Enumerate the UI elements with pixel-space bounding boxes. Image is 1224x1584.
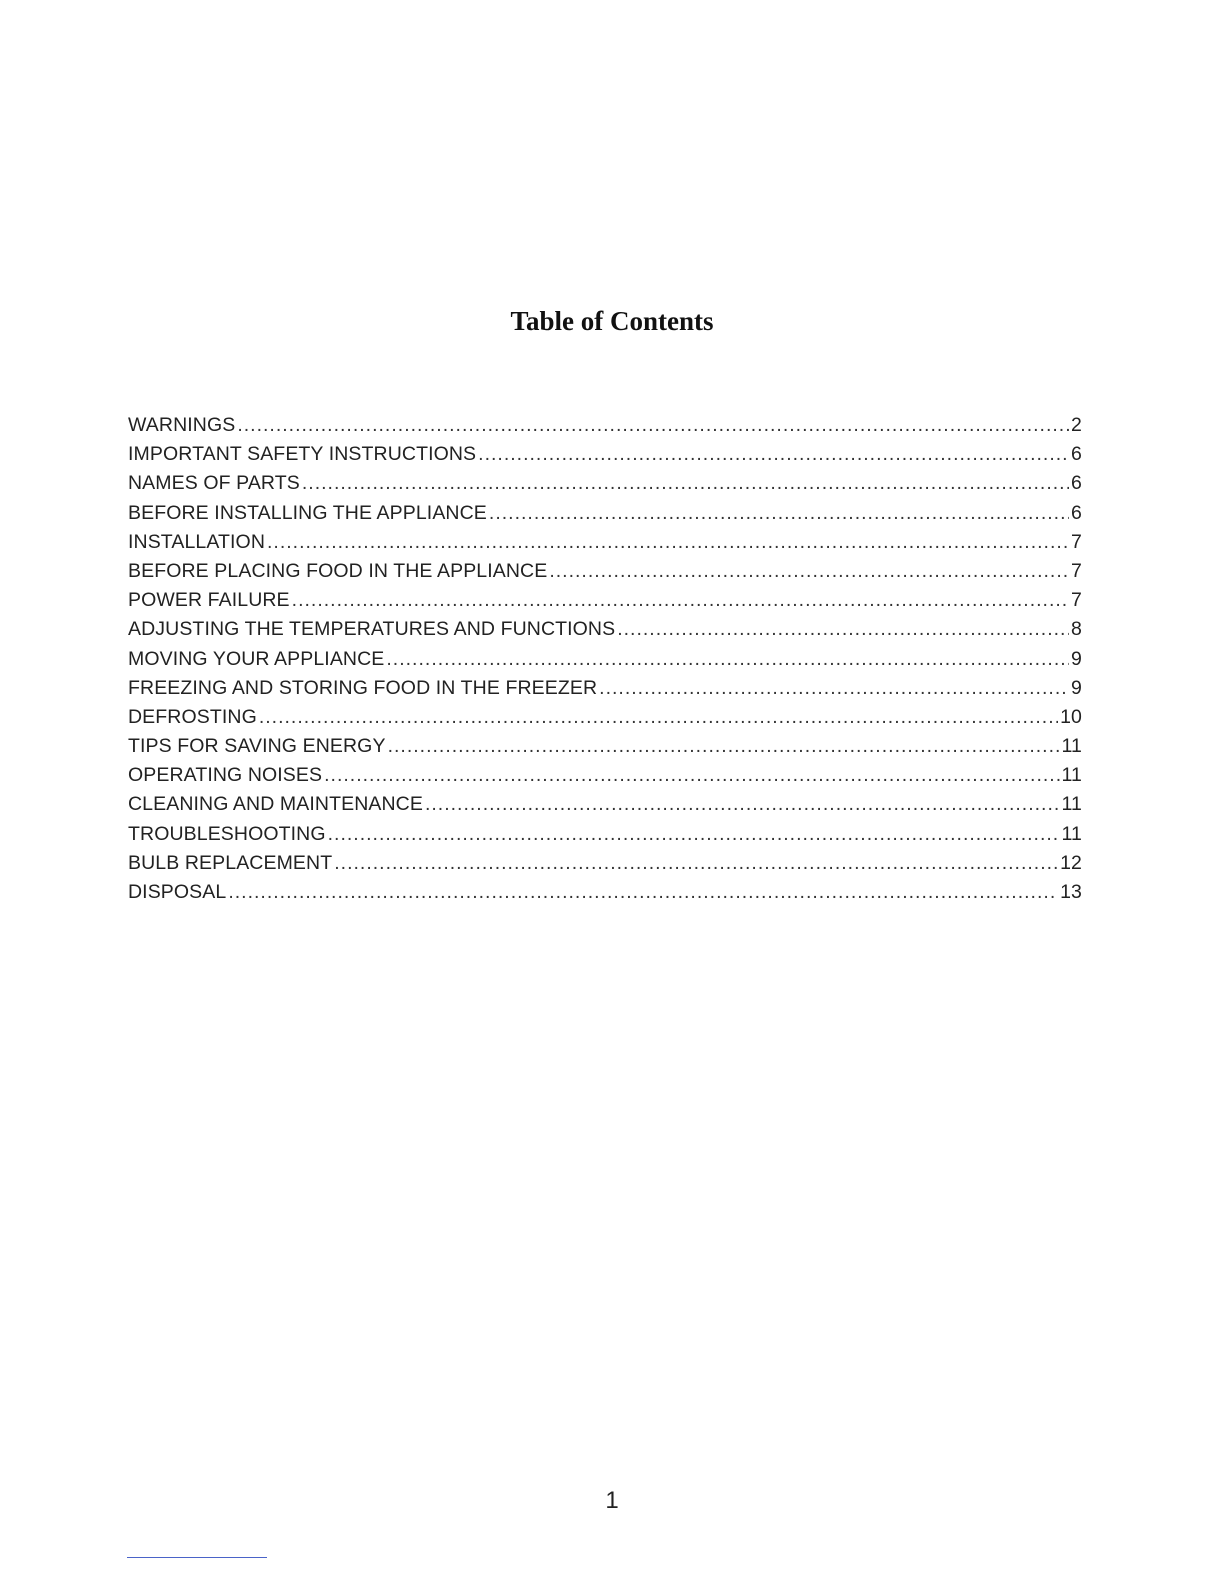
toc-entry[interactable] — [128, 732, 1082, 761]
toc-entry[interactable] — [128, 820, 1082, 849]
toc-entry-page: 11 — [1061, 793, 1082, 816]
toc-entry[interactable] — [128, 761, 1082, 790]
toc-entry[interactable] — [128, 849, 1082, 878]
toc-entry-page: 12 — [1060, 851, 1082, 874]
toc-leader-dots — [267, 528, 1069, 557]
toc-entry-label: OPERATING NOISES — [128, 764, 323, 787]
toc-entry[interactable] — [128, 878, 1082, 907]
toc-entry-label: FREEZING AND STORING FOOD IN THE FREEZER — [128, 676, 598, 699]
toc-entry[interactable] — [128, 615, 1082, 644]
toc-entry[interactable] — [128, 557, 1082, 586]
toc-leader-dots — [599, 674, 1069, 703]
footer-rule — [127, 1557, 267, 1558]
toc-entry-page: 9 — [1071, 676, 1082, 699]
toc-leader-dots — [228, 878, 1058, 907]
toc-entry-label: NAMES OF PARTS — [128, 472, 300, 495]
toc-entry-page: 9 — [1071, 647, 1082, 670]
toc-entry-label: DISPOSAL — [128, 881, 227, 903]
toc-leader-dots — [292, 586, 1069, 615]
toc-entry-page: 10 — [1060, 705, 1082, 728]
toc-leader-dots — [617, 615, 1069, 644]
toc-entry-page: 8 — [1071, 618, 1082, 641]
toc-entry-label: INSTALLATION — [128, 530, 266, 553]
toc-entry[interactable] — [128, 528, 1082, 557]
toc-entry-page: 7 — [1071, 559, 1082, 582]
toc-leader-dots — [334, 849, 1058, 878]
toc-entry[interactable] — [128, 790, 1082, 819]
toc-entry[interactable] — [128, 499, 1082, 528]
toc-entry-label: WARNINGS — [128, 414, 236, 436]
toc-leader-dots — [386, 645, 1069, 674]
toc-leader-dots — [328, 820, 1060, 849]
toc-leader-dots — [237, 411, 1069, 440]
toc-entry-label: BEFORE INSTALLING THE APPLIANCE — [128, 501, 487, 524]
toc-entry-label: BULB REPLACEMENT — [128, 851, 333, 874]
toc-entry-page: 6 — [1071, 501, 1082, 524]
toc-leader-dots — [549, 557, 1069, 586]
toc-entry-label: BEFORE PLACING FOOD IN THE APPLIANCE — [128, 559, 548, 582]
toc-entry-page: 13 — [1060, 881, 1082, 903]
toc-entry-label: IMPORTANT SAFETY INSTRUCTIONS — [128, 443, 477, 466]
toc-entry-label: MOVING YOUR APPLIANCE — [128, 647, 385, 670]
toc-leader-dots — [324, 761, 1059, 790]
toc-leader-dots — [478, 440, 1069, 469]
toc-entry-label: CLEANING AND MAINTENANCE — [128, 793, 423, 816]
toc-entry-page: 6 — [1071, 443, 1082, 466]
toc-entry-label: ADJUSTING THE TEMPERATURES AND FUNCTIONS — [128, 618, 616, 641]
toc-leader-dots — [489, 499, 1069, 528]
toc-entry-page: 7 — [1071, 589, 1082, 612]
table-of-contents — [128, 411, 1082, 907]
toc-entry[interactable] — [128, 586, 1082, 615]
page-title: Table of Contents — [510, 306, 714, 337]
toc-entry[interactable] — [128, 440, 1082, 469]
toc-entry-label: TROUBLESHOOTING — [128, 822, 326, 845]
toc-leader-dots — [388, 732, 1060, 761]
toc-entry-page: 6 — [1071, 472, 1082, 495]
toc-entry-page: 11 — [1061, 764, 1082, 787]
toc-leader-dots — [425, 790, 1060, 819]
toc-entry[interactable] — [128, 645, 1082, 674]
toc-entry[interactable] — [128, 411, 1082, 440]
toc-entry-page: 7 — [1071, 530, 1082, 553]
toc-entry-page: 2 — [1071, 414, 1082, 436]
toc-entry-page: 11 — [1061, 735, 1082, 758]
toc-leader-dots — [259, 703, 1058, 732]
toc-entry-page: 11 — [1061, 822, 1082, 845]
toc-entry[interactable] — [128, 674, 1082, 703]
toc-entry-label: POWER FAILURE — [128, 589, 290, 612]
toc-entry[interactable] — [128, 703, 1082, 732]
toc-entry[interactable] — [128, 469, 1082, 498]
page-number: 1 — [605, 1487, 619, 1514]
toc-entry-label: DEFROSTING — [128, 705, 257, 728]
toc-leader-dots — [302, 469, 1069, 498]
toc-entry-label: TIPS FOR SAVING ENERGY — [128, 735, 386, 758]
